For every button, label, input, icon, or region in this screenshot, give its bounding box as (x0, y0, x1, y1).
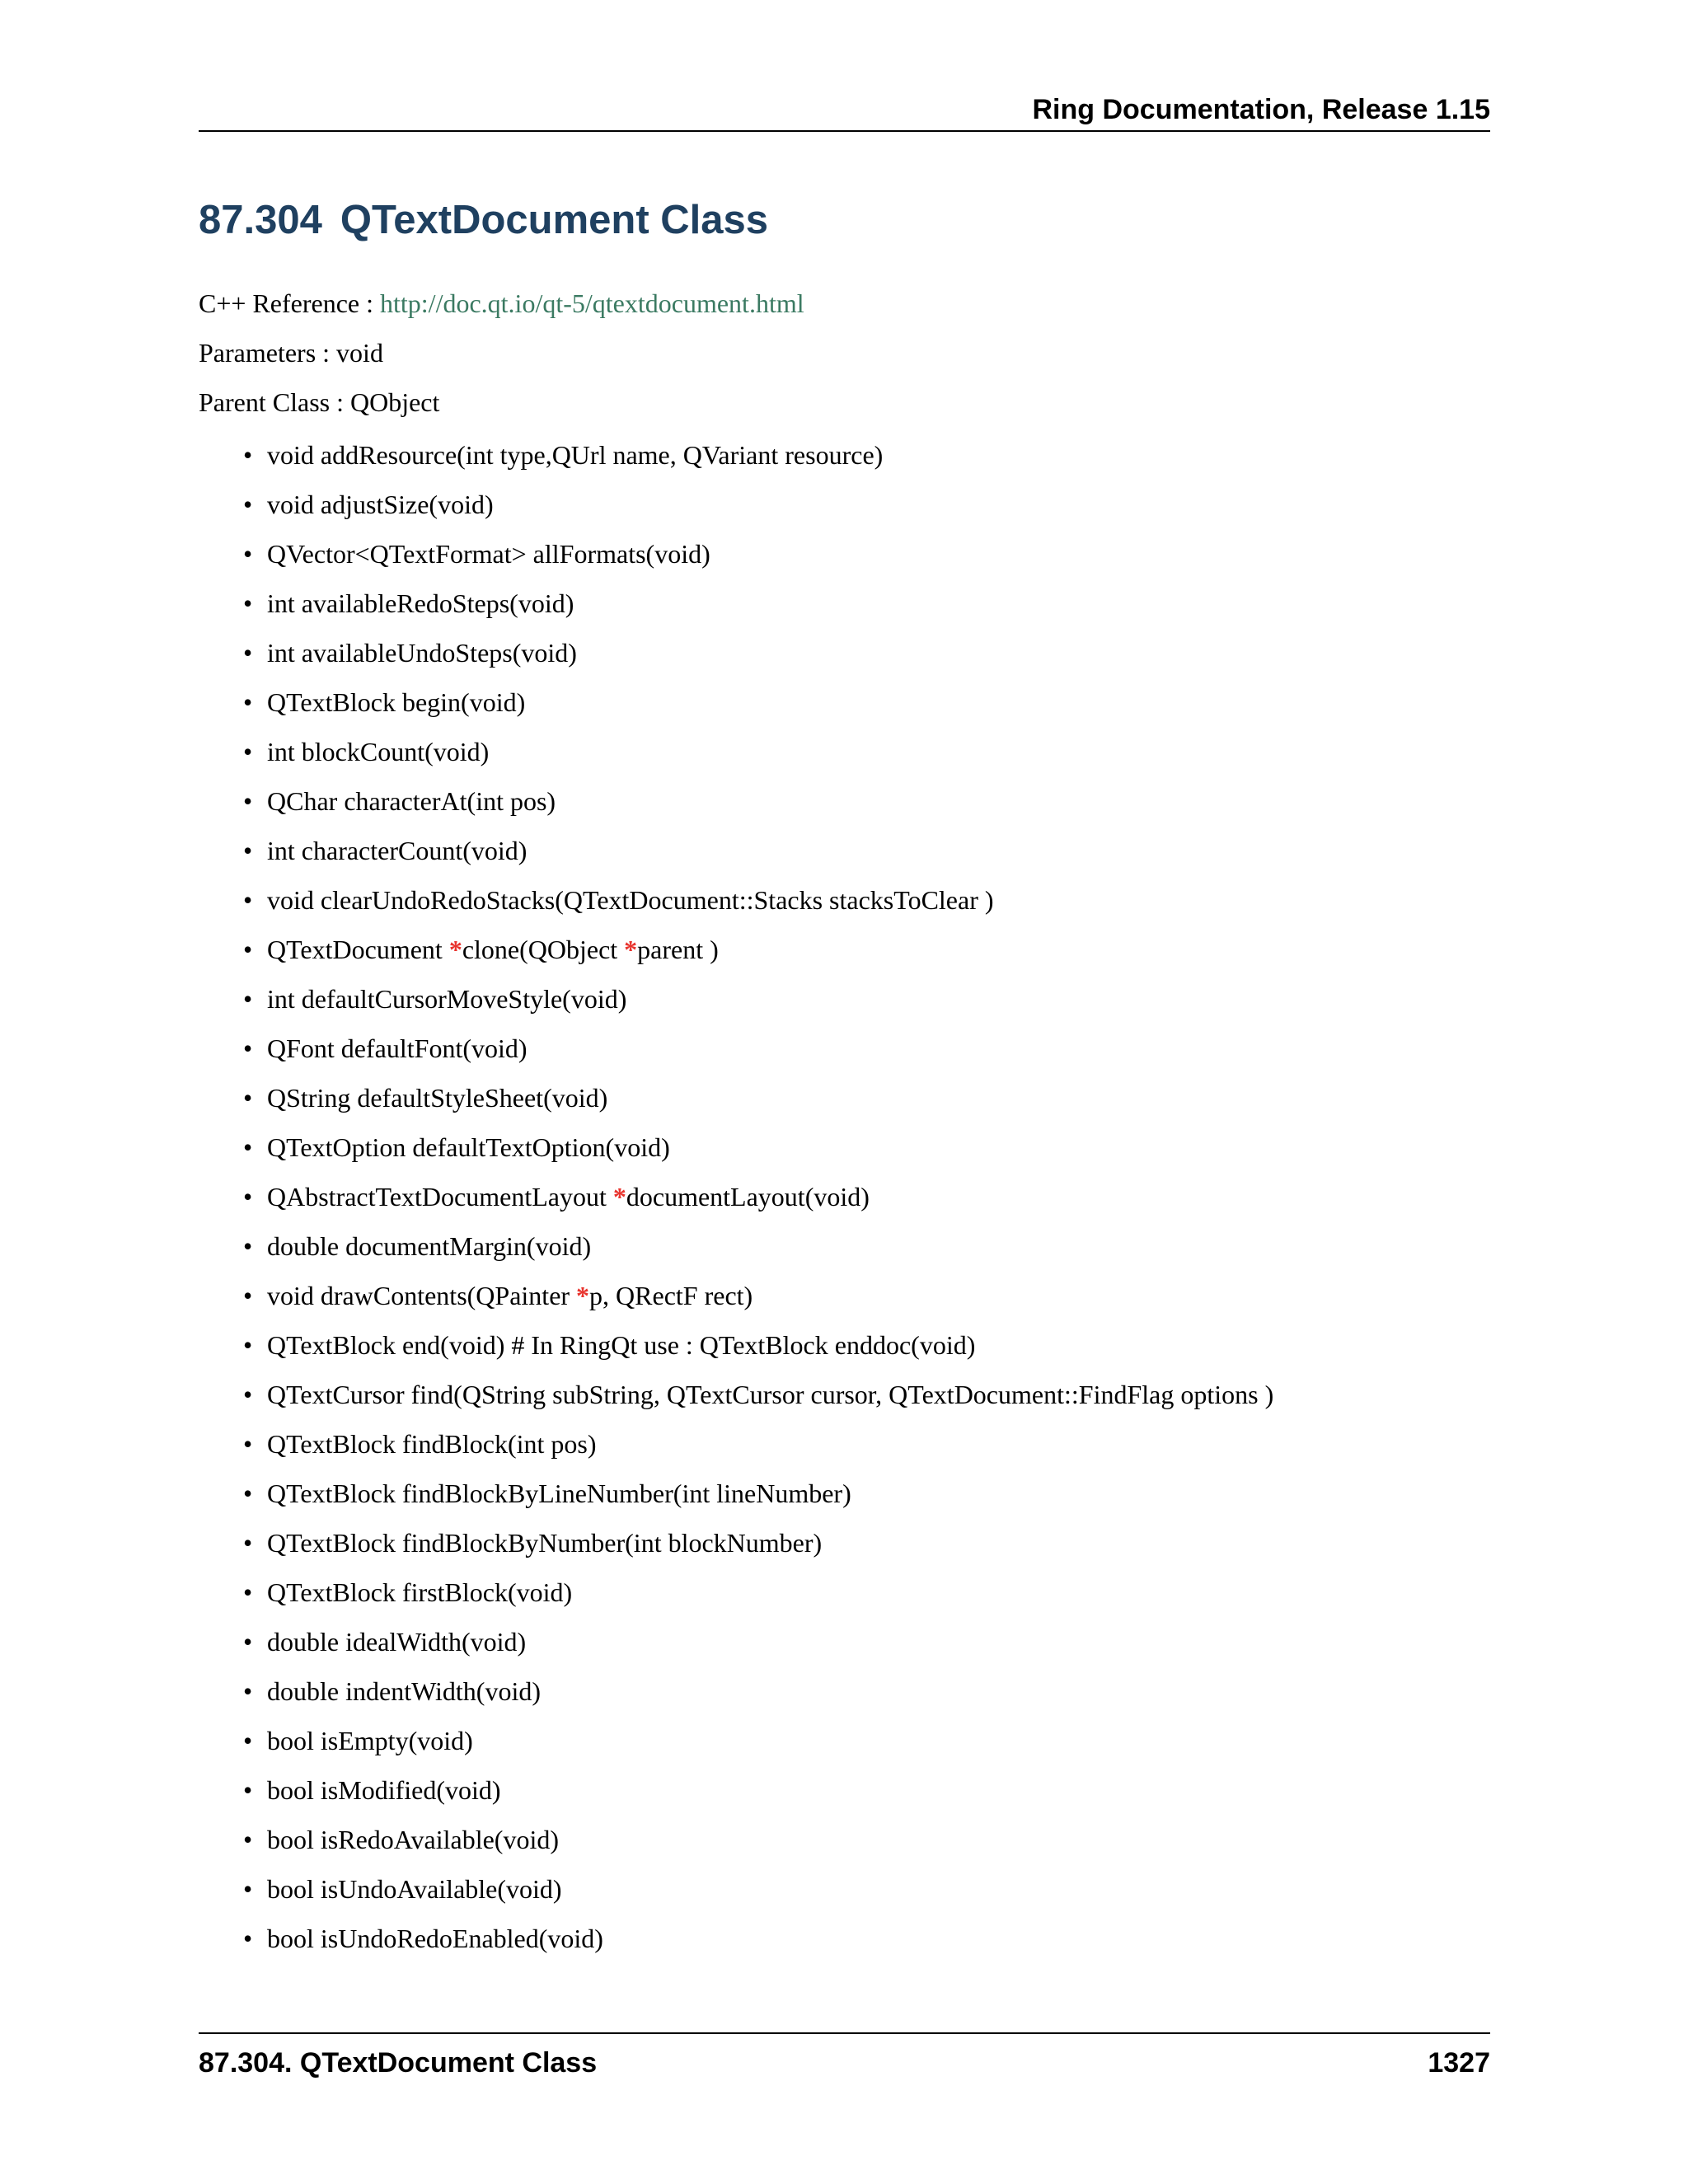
method-item (199, 1370, 1273, 1419)
cpp-reference-line (199, 284, 804, 323)
method-signature-text: QString defaultStyleSheet(void) (267, 1083, 608, 1113)
bullet-icon: • (243, 1627, 253, 1657)
cpp-reference-link[interactable]: http://doc.qt.io/qt-5/qtextdocument.html (380, 288, 804, 318)
method-signature-text: double indentWidth(void) (267, 1676, 541, 1706)
method-item (199, 1320, 1273, 1370)
method-signature-text: QVector<QTextFormat> allFormats(void) (267, 539, 710, 569)
bullet-icon: • (243, 836, 253, 865)
bullet-icon: • (243, 1726, 253, 1755)
method-signature-text: QFont defaultFont(void) (267, 1033, 528, 1063)
method-item (199, 1518, 1273, 1568)
bullet-icon: • (243, 539, 253, 569)
method-item (199, 579, 1273, 628)
method-item (199, 1024, 1273, 1073)
method-signature-text: p, QRectF rect) (589, 1281, 753, 1310)
method-signature-text: QTextBlock findBlockByNumber(int blockNumber) (267, 1528, 823, 1558)
footer-section-label: 87.304. QTextDocument Class (199, 2047, 598, 2079)
page-header (199, 89, 1490, 132)
method-signature-text: parent ) (637, 935, 719, 964)
parent-class-line: Parent Class : QObject (199, 387, 440, 417)
method-item (199, 1765, 1273, 1815)
bullet-icon: • (243, 1825, 253, 1854)
bullet-icon: • (243, 1676, 253, 1706)
method-item (199, 974, 1273, 1024)
method-item (199, 1221, 1273, 1271)
bullet-icon: • (243, 1231, 253, 1261)
bullet-icon: • (243, 1874, 253, 1904)
method-signature-text: QTextBlock begin(void) (267, 687, 526, 717)
bullet-icon: • (243, 1479, 253, 1508)
bullet-icon: • (243, 1528, 253, 1558)
method-signature-text: QTextBlock end(void) # In RingQt use : QTextBlock enddoc(void) (267, 1330, 976, 1360)
method-item (199, 1617, 1273, 1666)
method-item (199, 1419, 1273, 1469)
method-signature-text: double documentMargin(void) (267, 1231, 592, 1261)
method-signature-text: void drawContents(QPainter (267, 1281, 577, 1310)
method-item (199, 1716, 1273, 1765)
section-number: 87.304 (199, 198, 322, 242)
bullet-icon: • (243, 1380, 253, 1409)
method-signature-text: void adjustSize(void) (267, 490, 494, 519)
cpp-reference-label: C++ Reference : (199, 288, 380, 318)
method-list (199, 430, 1273, 1963)
method-signature-text: QAbstractTextDocumentLayout (267, 1182, 613, 1212)
bullet-icon: • (243, 737, 253, 766)
method-signature-text: bool isRedoAvailable(void) (267, 1825, 559, 1854)
bullet-icon: • (243, 687, 253, 717)
bullet-icon: • (243, 1775, 253, 1805)
method-item (199, 529, 1273, 579)
section-title: QTextDocument Class (340, 198, 769, 242)
page-number: 1327 (1428, 2047, 1490, 2079)
pointer-asterisk: * (624, 935, 638, 964)
method-signature-text: bool isUndoRedoEnabled(void) (267, 1924, 603, 1953)
method-item (199, 1864, 1273, 1914)
bullet-icon: • (243, 1132, 253, 1162)
method-signature-text: documentLayout(void) (626, 1182, 870, 1212)
method-item (199, 430, 1273, 480)
method-signature-text: bool isModified(void) (267, 1775, 501, 1805)
method-item (199, 1122, 1273, 1172)
method-signature-text: QTextBlock findBlock(int pos) (267, 1429, 597, 1459)
method-signature-text: int characterCount(void) (267, 836, 528, 865)
method-signature-text: QTextBlock firstBlock(void) (267, 1577, 573, 1607)
method-item (199, 727, 1273, 776)
method-item (199, 1914, 1273, 1963)
bullet-icon: • (243, 1033, 253, 1063)
bullet-icon: • (243, 885, 253, 915)
bullet-icon: • (243, 440, 253, 470)
method-signature-text: void addResource(int type,QUrl name, QVariant resource) (267, 440, 884, 470)
method-item (199, 480, 1273, 529)
method-signature-text: bool isEmpty(void) (267, 1726, 473, 1755)
bullet-icon: • (243, 935, 253, 964)
method-item (199, 1469, 1273, 1518)
method-item (199, 1666, 1273, 1716)
method-signature-text: int defaultCursorMoveStyle(void) (267, 984, 627, 1014)
method-item (199, 1172, 1273, 1221)
method-signature-text: QTextBlock findBlockByLineNumber(int lineNumber) (267, 1479, 851, 1508)
method-item (199, 1073, 1273, 1122)
method-signature-text: QTextDocument (267, 935, 449, 964)
bullet-icon: • (243, 588, 253, 618)
pointer-asterisk: * (612, 1182, 626, 1212)
method-signature-text: void clearUndoRedoStacks(QTextDocument::Stacks stacksToClear ) (267, 885, 994, 915)
method-signature-text: QChar characterAt(int pos) (267, 786, 556, 816)
method-item (199, 1271, 1273, 1320)
method-signature-text: int availableUndoSteps(void) (267, 638, 577, 668)
method-item (199, 826, 1273, 875)
method-item (199, 925, 1273, 974)
method-item (199, 677, 1273, 727)
method-item (199, 628, 1273, 677)
bullet-icon: • (243, 1577, 253, 1607)
section-heading (199, 191, 768, 249)
bullet-icon: • (243, 984, 253, 1014)
document-title: Ring Documentation, Release 1.15 (1032, 94, 1490, 125)
pointer-asterisk: * (448, 935, 462, 964)
method-signature-text: QTextOption defaultTextOption(void) (267, 1132, 670, 1162)
bullet-icon: • (243, 638, 253, 668)
bullet-icon: • (243, 1924, 253, 1953)
parameters-line: Parameters : void (199, 338, 383, 368)
bullet-icon: • (243, 1330, 253, 1360)
bullet-icon: • (243, 1281, 253, 1310)
method-item (199, 1568, 1273, 1617)
method-signature-text: int blockCount(void) (267, 737, 490, 766)
method-signature-text: bool isUndoAvailable(void) (267, 1874, 562, 1904)
page-footer (199, 2032, 1490, 2083)
bullet-icon: • (243, 1182, 253, 1212)
method-signature-text: QTextCursor find(QString subString, QTextCursor cursor, QTextDocument::FindFlag options ) (267, 1380, 1274, 1409)
bullet-icon: • (243, 490, 253, 519)
pointer-asterisk: * (576, 1281, 590, 1310)
method-item (199, 1815, 1273, 1864)
method-item (199, 875, 1273, 925)
bullet-icon: • (243, 786, 253, 816)
bullet-icon: • (243, 1429, 253, 1459)
bullet-icon: • (243, 1083, 253, 1113)
method-item (199, 776, 1273, 826)
method-signature-text: double idealWidth(void) (267, 1627, 527, 1657)
method-signature-text: int availableRedoSteps(void) (267, 588, 574, 618)
method-signature-text: clone(QObject (462, 935, 625, 964)
